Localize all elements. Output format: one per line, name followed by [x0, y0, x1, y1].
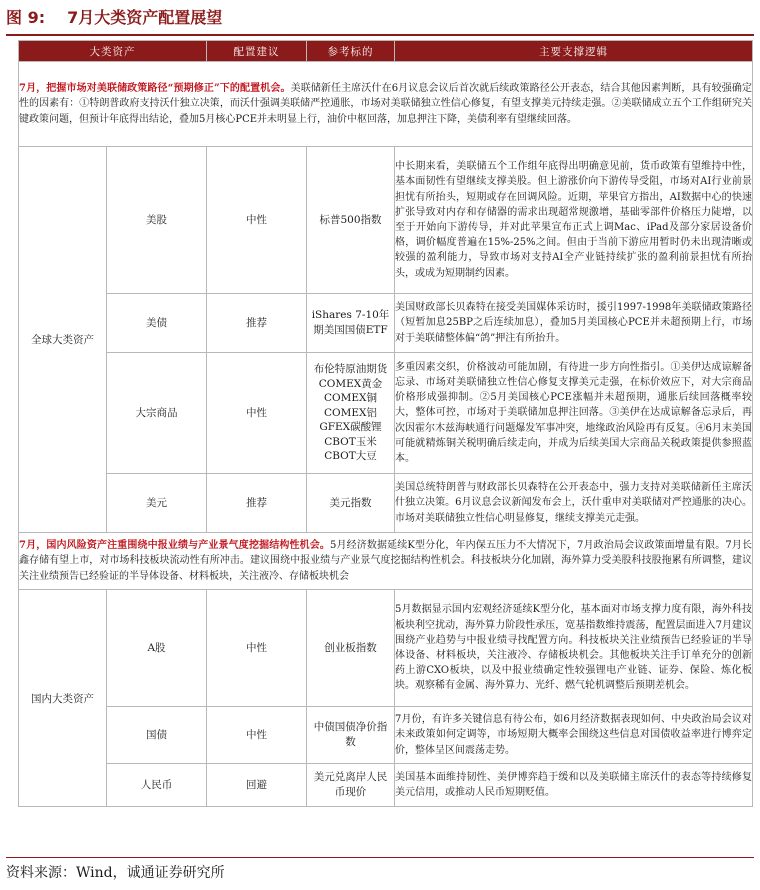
table-row: [19, 764, 753, 807]
source-note: 资料来源：Wind，诚通证券研究所: [6, 865, 225, 881]
section-banner-global: [19, 62, 753, 147]
table-row: [19, 590, 753, 707]
asset-cell: 美股: [107, 147, 207, 294]
figure-number: 图 9:: [6, 8, 46, 27]
logic-cell: 7月份，有许多关键信息有待公布，如6月经济数据表现如何、中央政治局会议对未来政策如何定调等，市场短期大概率会围绕这些信息对国债收益率进行博弈定价，整体呈区间震荡走势。: [395, 707, 753, 764]
source-divider: [6, 857, 754, 858]
target-cell: 布伦特原油期货 COMEX黄金 COMEX铜 COMEX铝 GFEX碳酸锂 CBOT玉米 CBOT大豆: [307, 353, 395, 474]
target-cell: iShares 7-10年期美国国债ETF: [307, 294, 395, 353]
figure-title-text: 7月大类资产配置展望: [67, 8, 223, 27]
advice-cell: 推荐: [207, 474, 307, 533]
logic-cell: 多重因素交织，价格波动可能加剧，有待进一步方向性指引。①美伊达成谅解备忘录、市场对美联储独立性信心修复支撑美元走强，在标价效应下，对大宗商品价格形成强抑制。②5月美国核心PCE涨幅并未超预期，通胀后续回落概率较大，整体可控，市场对于美联储加息押注回落。③美伊在达成谅解备忘录后，再次因霍尔木兹海峡通行问题爆发军事冲突，地缘政治风险再有反复。④6月末美国可能就精炼铜关税明确后续走向，并成为后续美国大宗商品关税政策提供参照蓝本。: [395, 353, 753, 474]
asset-cell: A股: [107, 590, 207, 707]
advice-cell: 中性: [207, 590, 307, 707]
table-row: [19, 474, 753, 533]
asset-allocation-table: [18, 40, 753, 807]
advice-cell: 中性: [207, 707, 307, 764]
logic-cell: 中长期来看，美联储五个工作组年底得出明确意见前，货币政策有望维持中性，基本面韧性有望继续支撑美股。但上游涨价向下游传导受阻，市场对AI行业前景担忧有所抬头，短期或存在回调风险。近期，苹果官方指出，AI数据中心的快速扩张导致对内存和存储器的需求出现超常规激增，基础零部件价格压力陡增，以至于开始向下游传导，并对此苹果宣布正式上调Mac、iPad及部分家居设备价格，调价幅度普遍在15%-25%之间。但由于当前下游应用暂时仍未出现清晰或较强的盈利能力，导致市场对支持AI全产业链持续扩张的盈利前景担忧有所抬头，或成为短期制约因素。: [395, 147, 753, 294]
asset-cell: 人民币: [107, 764, 207, 807]
advice-cell: 中性: [207, 353, 307, 474]
table-row: [19, 707, 753, 764]
banner-domestic: [19, 533, 753, 590]
table-row: [19, 147, 753, 294]
table-row: [19, 353, 753, 474]
target-cell: 中债国债净价指数: [307, 707, 395, 764]
category-domestic: 国内大类资产: [19, 590, 107, 807]
logic-cell: 美国基本面维持韧性、美伊博弈趋于缓和以及美联储主席沃什的表态等持续修复美元信用，或推动人民币短期贬值。: [395, 764, 753, 807]
banner-global: [19, 62, 753, 147]
asset-cell: 国债: [107, 707, 207, 764]
table-row: [19, 294, 753, 353]
header-target: 参考标的: [307, 41, 395, 62]
logic-cell: 美国财政部长贝森特在接受美国媒体采访时，援引1997-1998年美联储政策路径（短暂加息25BP之后连续加息），叠加5月美国核心PCE并未超预期上行，市场对于美联储整体偏“鸽”押注有所抬升。: [395, 294, 753, 353]
figure-title: [6, 4, 754, 32]
target-cell: 美元指数: [307, 474, 395, 533]
asset-cell: 美元: [107, 474, 207, 533]
header-asset-class: 大类资产: [19, 41, 207, 62]
asset-cell: 美债: [107, 294, 207, 353]
header-logic: 主要支撑逻辑: [395, 41, 753, 62]
target-cell: 创业板指数: [307, 590, 395, 707]
advice-cell: 中性: [207, 147, 307, 294]
logic-cell: 5月数据显示国内宏观经济延续K型分化，基本面对市场支撑力度有限，海外科技板块利空扰动，海外算力阶段性承压，宽基指数维持震荡，配置层面进入7月建议围绕产业趋势与中报业绩寻找配置方向。科技板块关注业绩预告已经验证的半导体设备、材料板块，关注液冷、存储板块机会。其他板块关注手订单充分的创新药上游CXO板块，以及中报业绩确定性较强锂电产业链、证券、保险、炼化板块。观察稀有金属、海外算力、光纤、燃气轮机调整后预期差机会。: [395, 590, 753, 707]
banner-text-domestic: 5月经济数据延续K型分化，年内保五压力不大情况下，7月政治局会议政策面增量有限。7月长鑫存储有望上市，对市场科技板块流动性有所冲击。建议围绕中报业绩与产业景气度挖掘结构性机会。科技板块分化加剧，海外算力受美股科技股拖累有所调整，建议关注业绩预告已经验证的半导体设备、材料板块，关注液冷、存储板块机会: [19, 539, 752, 582]
logic-cell: 美国总统特朗普与财政部长贝森特在公开表态中，强力支持对美联储新任主席沃什独立决策。6月议息会议新闻发布会上，沃什重申对美联储对严控通胀的决心。市场对美联储独立性信心明显修复，继续支撑美元走强。: [395, 474, 753, 533]
banner-text-global: 美联储新任主席沃什在6月议息会议后首次就后续政策路径公开表态，结合其他因素判断，具有较强确定性的因素有：①特朗普政府支持沃什独立决策，而沃什强调美联储严控通胀，市场对美联储独立性信心修复，有望支撑美元持续走强。②美联储成立五个工作组研究关键政策问题，但预计年底得出结论，叠加5月核心PCE并未明显上行，油价中枢回落，加息押注下降，美债利率有望继续回落。: [19, 82, 752, 125]
section-banner-domestic: [19, 533, 753, 590]
title-divider: [6, 34, 754, 36]
advice-cell: 回避: [207, 764, 307, 807]
target-cell: 美元兑离岸人民币现价: [307, 764, 395, 807]
table-header-row: [19, 41, 753, 62]
advice-cell: 推荐: [207, 294, 307, 353]
header-advice: 配置建议: [207, 41, 307, 62]
banner-highlight-domestic: 7月，国内风险资产注重围绕中报业绩与产业景气度挖掘结构性机会。: [19, 539, 330, 551]
category-global: 全球大类资产: [19, 147, 107, 533]
target-cell: 标普500指数: [307, 147, 395, 294]
banner-highlight-global: 7月，把握市场对美联储政策路径“预期修正”下的配置机会。: [19, 82, 291, 94]
asset-cell: 大宗商品: [107, 353, 207, 474]
